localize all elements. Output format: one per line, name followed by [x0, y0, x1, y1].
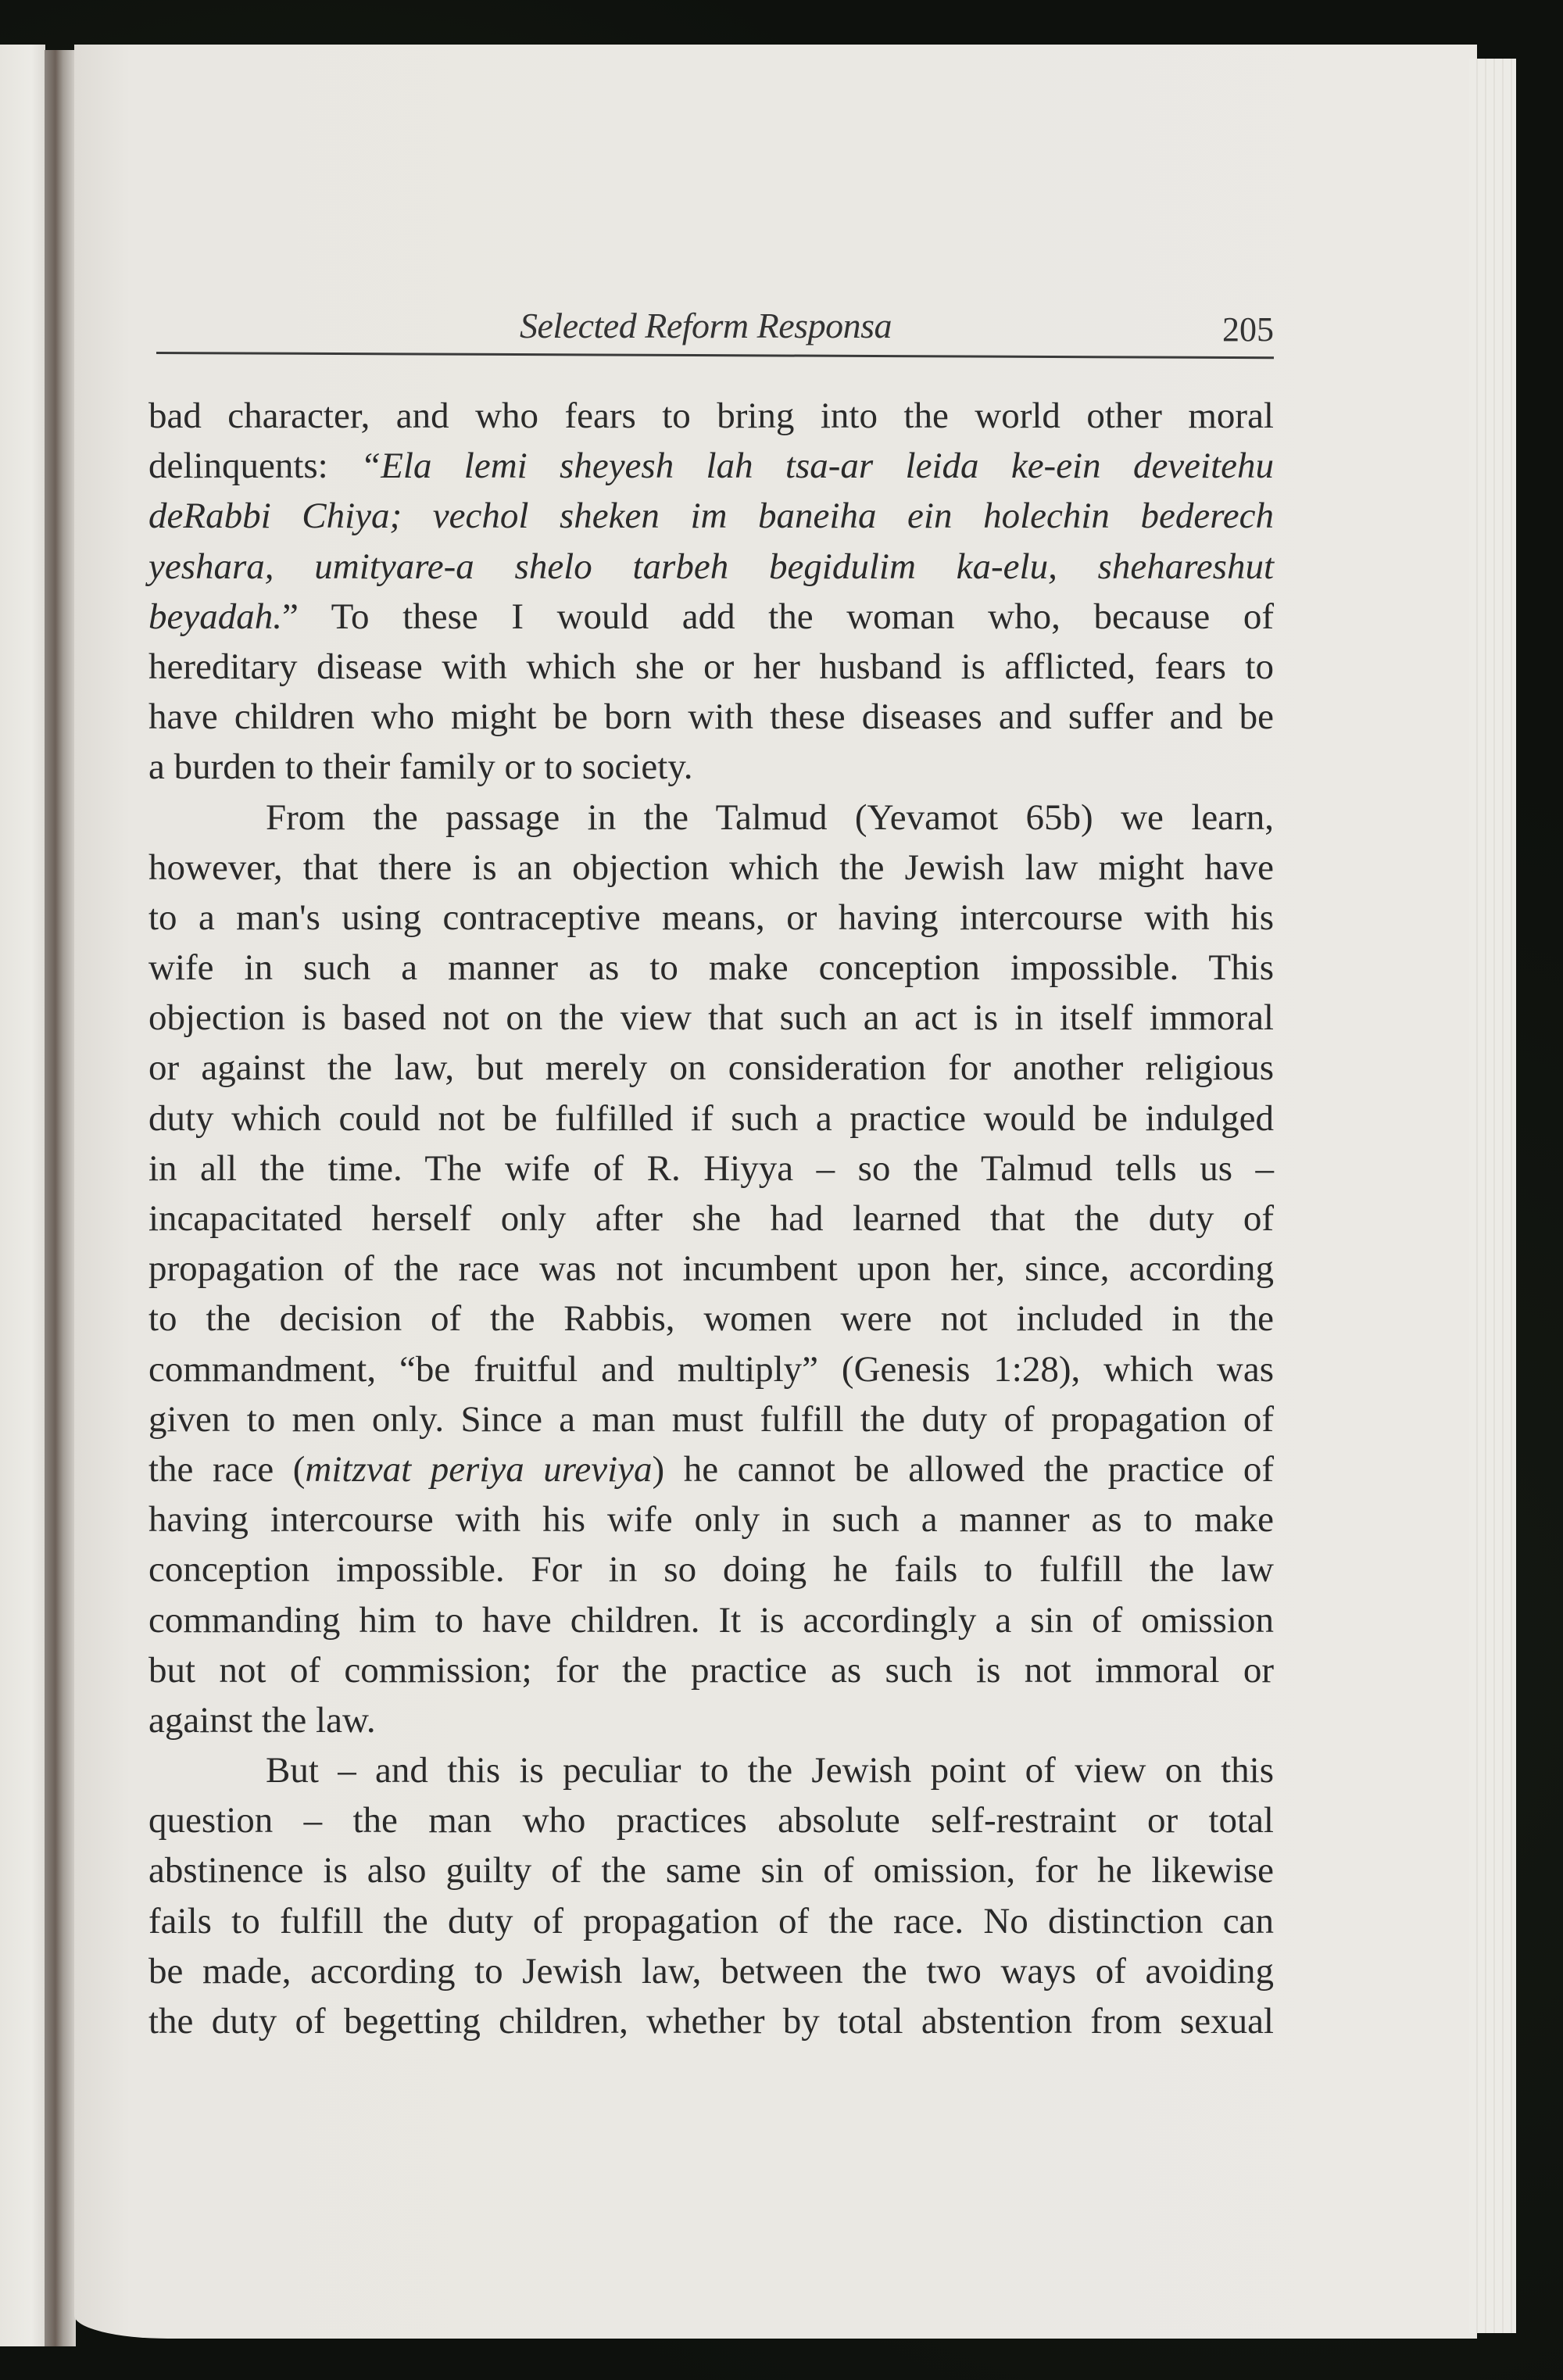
- text-line: [148, 1143, 1274, 1194]
- text-line: [148, 742, 1274, 792]
- text-segment: be made, according to Jewish law, between the two ways of avoiding: [148, 1950, 1274, 1992]
- text-line: [148, 1544, 1274, 1594]
- text-line: [148, 843, 1274, 893]
- text-segment: bad character, and who fears to bring into the world other moral: [148, 395, 1274, 436]
- text-segment: in all the time. The wife of R. Hiyya – so the Talmud tells us –: [148, 1147, 1274, 1189]
- text-segment: duty which could not be fulfilled if such a practice would be indulged: [148, 1097, 1274, 1139]
- text-line: [148, 491, 1274, 541]
- text-line: [148, 943, 1274, 993]
- text-line: [148, 1244, 1274, 1294]
- text-line: [148, 1996, 1274, 2046]
- italic-text-segment: beyadah.: [148, 596, 282, 637]
- facing-page-edge: [0, 45, 45, 2346]
- text-segment: have children who might be born with these diseases and suffer and be: [148, 696, 1274, 738]
- text-line: [148, 893, 1274, 943]
- text-line: [148, 1344, 1274, 1394]
- running-title: Selected Reform Responsa: [520, 306, 892, 345]
- text-line: [148, 993, 1274, 1043]
- text-line: [148, 1394, 1274, 1444]
- text-segment: commanding him to have children. It is accordingly a sin of omission: [148, 1599, 1274, 1641]
- text-line: [148, 1745, 1274, 1795]
- text-segment: delinquents:: [148, 446, 361, 487]
- text-line: [148, 1645, 1274, 1695]
- text-line: [148, 391, 1274, 441]
- text-segment: incapacitated herself only after she had learned that the duty of: [148, 1198, 1274, 1239]
- text-line: [148, 1896, 1274, 1946]
- text-segment: to the decision of the Rabbis, women were not included in the: [148, 1298, 1274, 1340]
- italic-text-segment: mitzvat periya ureviya: [305, 1448, 653, 1490]
- italic-text-segment: yeshara, umityare-a shelo tarbeh begidulim ka-elu, shehareshut: [148, 546, 1274, 587]
- text-line: [148, 542, 1274, 592]
- text-line: [148, 1795, 1274, 1845]
- text-segment: objection is based not on the view that such an act is in itself immoral: [148, 997, 1274, 1039]
- text-segment: but not of commission; for the practice as such is not immoral or: [148, 1649, 1274, 1691]
- text-segment: fails to fulfill the duty of propagation of the race. No distinction can: [148, 1900, 1274, 1942]
- text-segment: abstinence is also guilty of the same sin of omission, for he likewise: [148, 1850, 1274, 1891]
- text-segment: question – the man who practices absolute self-restraint or total: [148, 1800, 1274, 1841]
- text-segment: a burden to their family or to society.: [148, 746, 693, 788]
- text-line: [148, 1595, 1274, 1645]
- text-line: [148, 793, 1274, 843]
- text-segment: But – and this is peculiar to the Jewish point of view on this: [266, 1750, 1274, 1791]
- page-number: 205: [1222, 310, 1274, 349]
- running-header: [156, 297, 1274, 352]
- text-segment: however, that there is an objection which the Jewish law might have: [148, 846, 1274, 888]
- text-line: [148, 692, 1274, 742]
- text-segment: conception impossible. For in so doing he fails to fulfill the law: [148, 1549, 1274, 1591]
- text-line: [148, 1194, 1274, 1244]
- text-line: [148, 1093, 1274, 1143]
- text-line: [148, 1294, 1274, 1344]
- text-segment: From the passage in the Talmud (Yevamot 65b) we learn,: [266, 796, 1274, 838]
- text-line: [148, 1946, 1274, 1996]
- text-segment: against the law.: [148, 1699, 376, 1741]
- italic-text-segment: “Ela lemi sheyesh lah tsa-ar leida ke-ein deveitehu: [360, 446, 1275, 487]
- book-gutter: [45, 50, 76, 2346]
- italic-text-segment: deRabbi Chiya; vechol sheken im baneiha ein holechin bederech: [148, 496, 1274, 537]
- text-segment: hereditary disease with which she or her husband is afflicted, fears to: [148, 646, 1274, 687]
- text-segment: propagation of the race was not incumbent upon her, since, according: [148, 1248, 1274, 1290]
- body-text: [148, 391, 1274, 2046]
- text-line: [148, 592, 1274, 642]
- text-line: [148, 1494, 1274, 1544]
- text-segment: the duty of begetting children, whether by total abstention from sexual: [148, 2001, 1274, 2042]
- text-segment: commandment, “be fruitful and multiply” (Genesis 1:28), which was: [148, 1348, 1274, 1390]
- text-segment: ” To these I would add the woman who, because of: [281, 596, 1274, 637]
- text-line: [148, 642, 1274, 692]
- page-stack-edge: [1469, 59, 1516, 2333]
- text-line: [148, 1043, 1274, 1093]
- text-segment: wife in such a manner as to make conception impossible. This: [148, 947, 1274, 989]
- text-segment: the race (: [148, 1448, 306, 1490]
- text-segment: having intercourse with his wife only in such a manner as to make: [148, 1499, 1274, 1541]
- text-segment: or against the law, but merely on consideration for another religious: [148, 1047, 1274, 1089]
- text-line: [148, 1845, 1274, 1895]
- text-line: [148, 441, 1274, 491]
- text-segment: to a man's using contraceptive means, or having intercourse with his: [148, 897, 1274, 938]
- text-line: [148, 1444, 1274, 1494]
- text-line: [148, 1695, 1274, 1745]
- text-segment: ) he cannot be allowed the practice of: [652, 1448, 1274, 1490]
- text-segment: given to men only. Since a man must fulfill the duty of propagation of: [148, 1398, 1274, 1440]
